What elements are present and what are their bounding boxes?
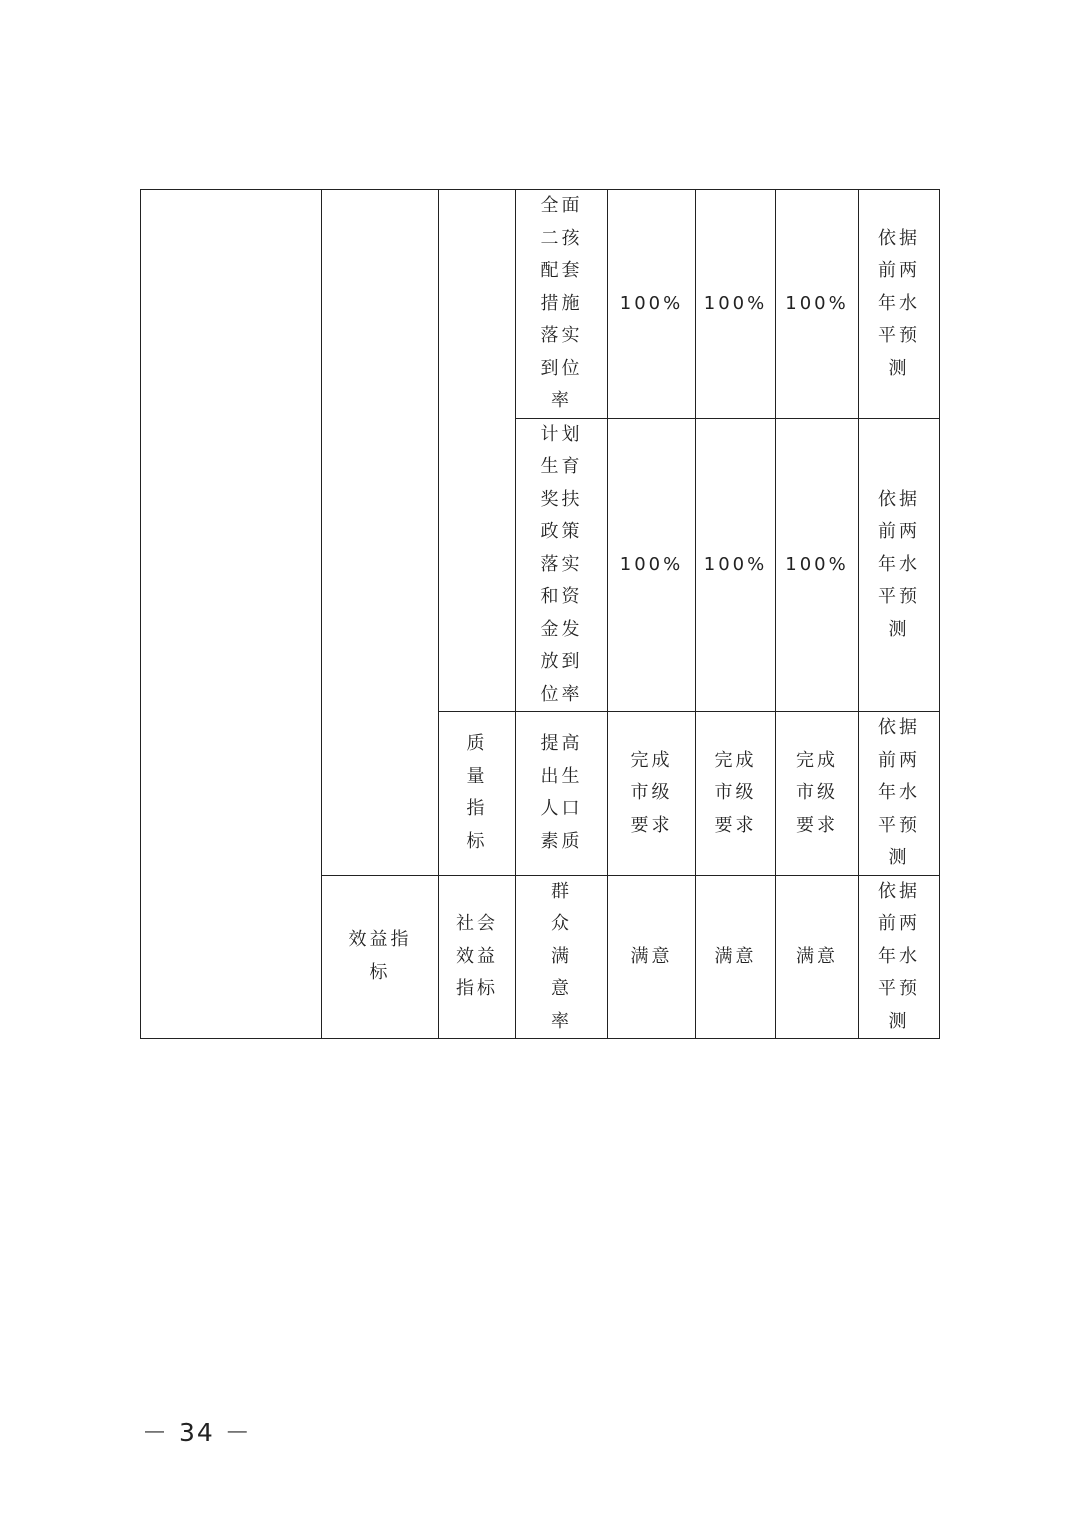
value-text: 100% xyxy=(703,553,768,575)
value-text: 100% xyxy=(785,553,849,575)
basis-cell xyxy=(859,190,940,419)
sub-category-text: 质量指标 xyxy=(466,733,488,852)
performance-indicator-table xyxy=(140,189,940,1039)
value-text: 100% xyxy=(619,553,684,575)
indicator-cell xyxy=(516,418,608,712)
sub-category-text: 社会效益指标 xyxy=(456,913,498,999)
value-cell xyxy=(696,875,776,1039)
basis-text: 依据前两年水平预测 xyxy=(878,880,920,1032)
basis-cell xyxy=(859,712,940,876)
category-cell xyxy=(322,875,439,1039)
value-cell xyxy=(776,418,859,712)
value-cell xyxy=(776,875,859,1039)
value-text: 满意 xyxy=(630,945,673,967)
value-cell xyxy=(608,875,696,1039)
value-cell xyxy=(696,418,776,712)
basis-text: 依据前两年水平预测 xyxy=(878,488,920,640)
value-text: 完成市级要求 xyxy=(714,749,757,836)
sub-category-cell xyxy=(439,712,516,876)
basis-text: 依据前两年水平预测 xyxy=(878,227,920,379)
basis-text: 依据前两年水平预测 xyxy=(878,717,920,868)
indicator-text: 计划生育奖扶政策落实和资金发放到位率 xyxy=(540,423,583,705)
value-text: 完成市级要求 xyxy=(796,749,838,836)
value-text: 满意 xyxy=(714,945,757,967)
value-text: 100% xyxy=(619,292,684,314)
page-number: － 34 － xyxy=(142,1418,252,1447)
empty-cell xyxy=(322,190,439,876)
basis-cell xyxy=(859,418,940,712)
value-cell xyxy=(608,418,696,712)
sub-category-cell xyxy=(439,875,516,1039)
value-text: 满意 xyxy=(796,945,838,967)
value-cell xyxy=(608,190,696,419)
indicator-text: 全面二孩配套措施落实到位率 xyxy=(540,195,583,411)
value-cell xyxy=(696,190,776,419)
empty-cell xyxy=(439,190,516,712)
basis-cell xyxy=(859,875,940,1039)
category-text: 效益指标 xyxy=(348,929,412,983)
value-cell xyxy=(696,712,776,876)
value-text: 100% xyxy=(703,292,768,314)
indicator-cell xyxy=(516,190,608,419)
value-cell xyxy=(776,190,859,419)
indicator-cell xyxy=(516,875,608,1039)
indicator-cell xyxy=(516,712,608,876)
value-text: 完成市级要求 xyxy=(630,749,673,836)
value-cell xyxy=(608,712,696,876)
table-row xyxy=(141,190,940,419)
value-cell xyxy=(776,712,859,876)
indicator-text: 提高出生人口素质 xyxy=(540,733,583,852)
value-text: 100% xyxy=(785,292,849,314)
indicator-text: 群众满意率 xyxy=(551,880,572,1032)
empty-cell xyxy=(141,190,322,1039)
